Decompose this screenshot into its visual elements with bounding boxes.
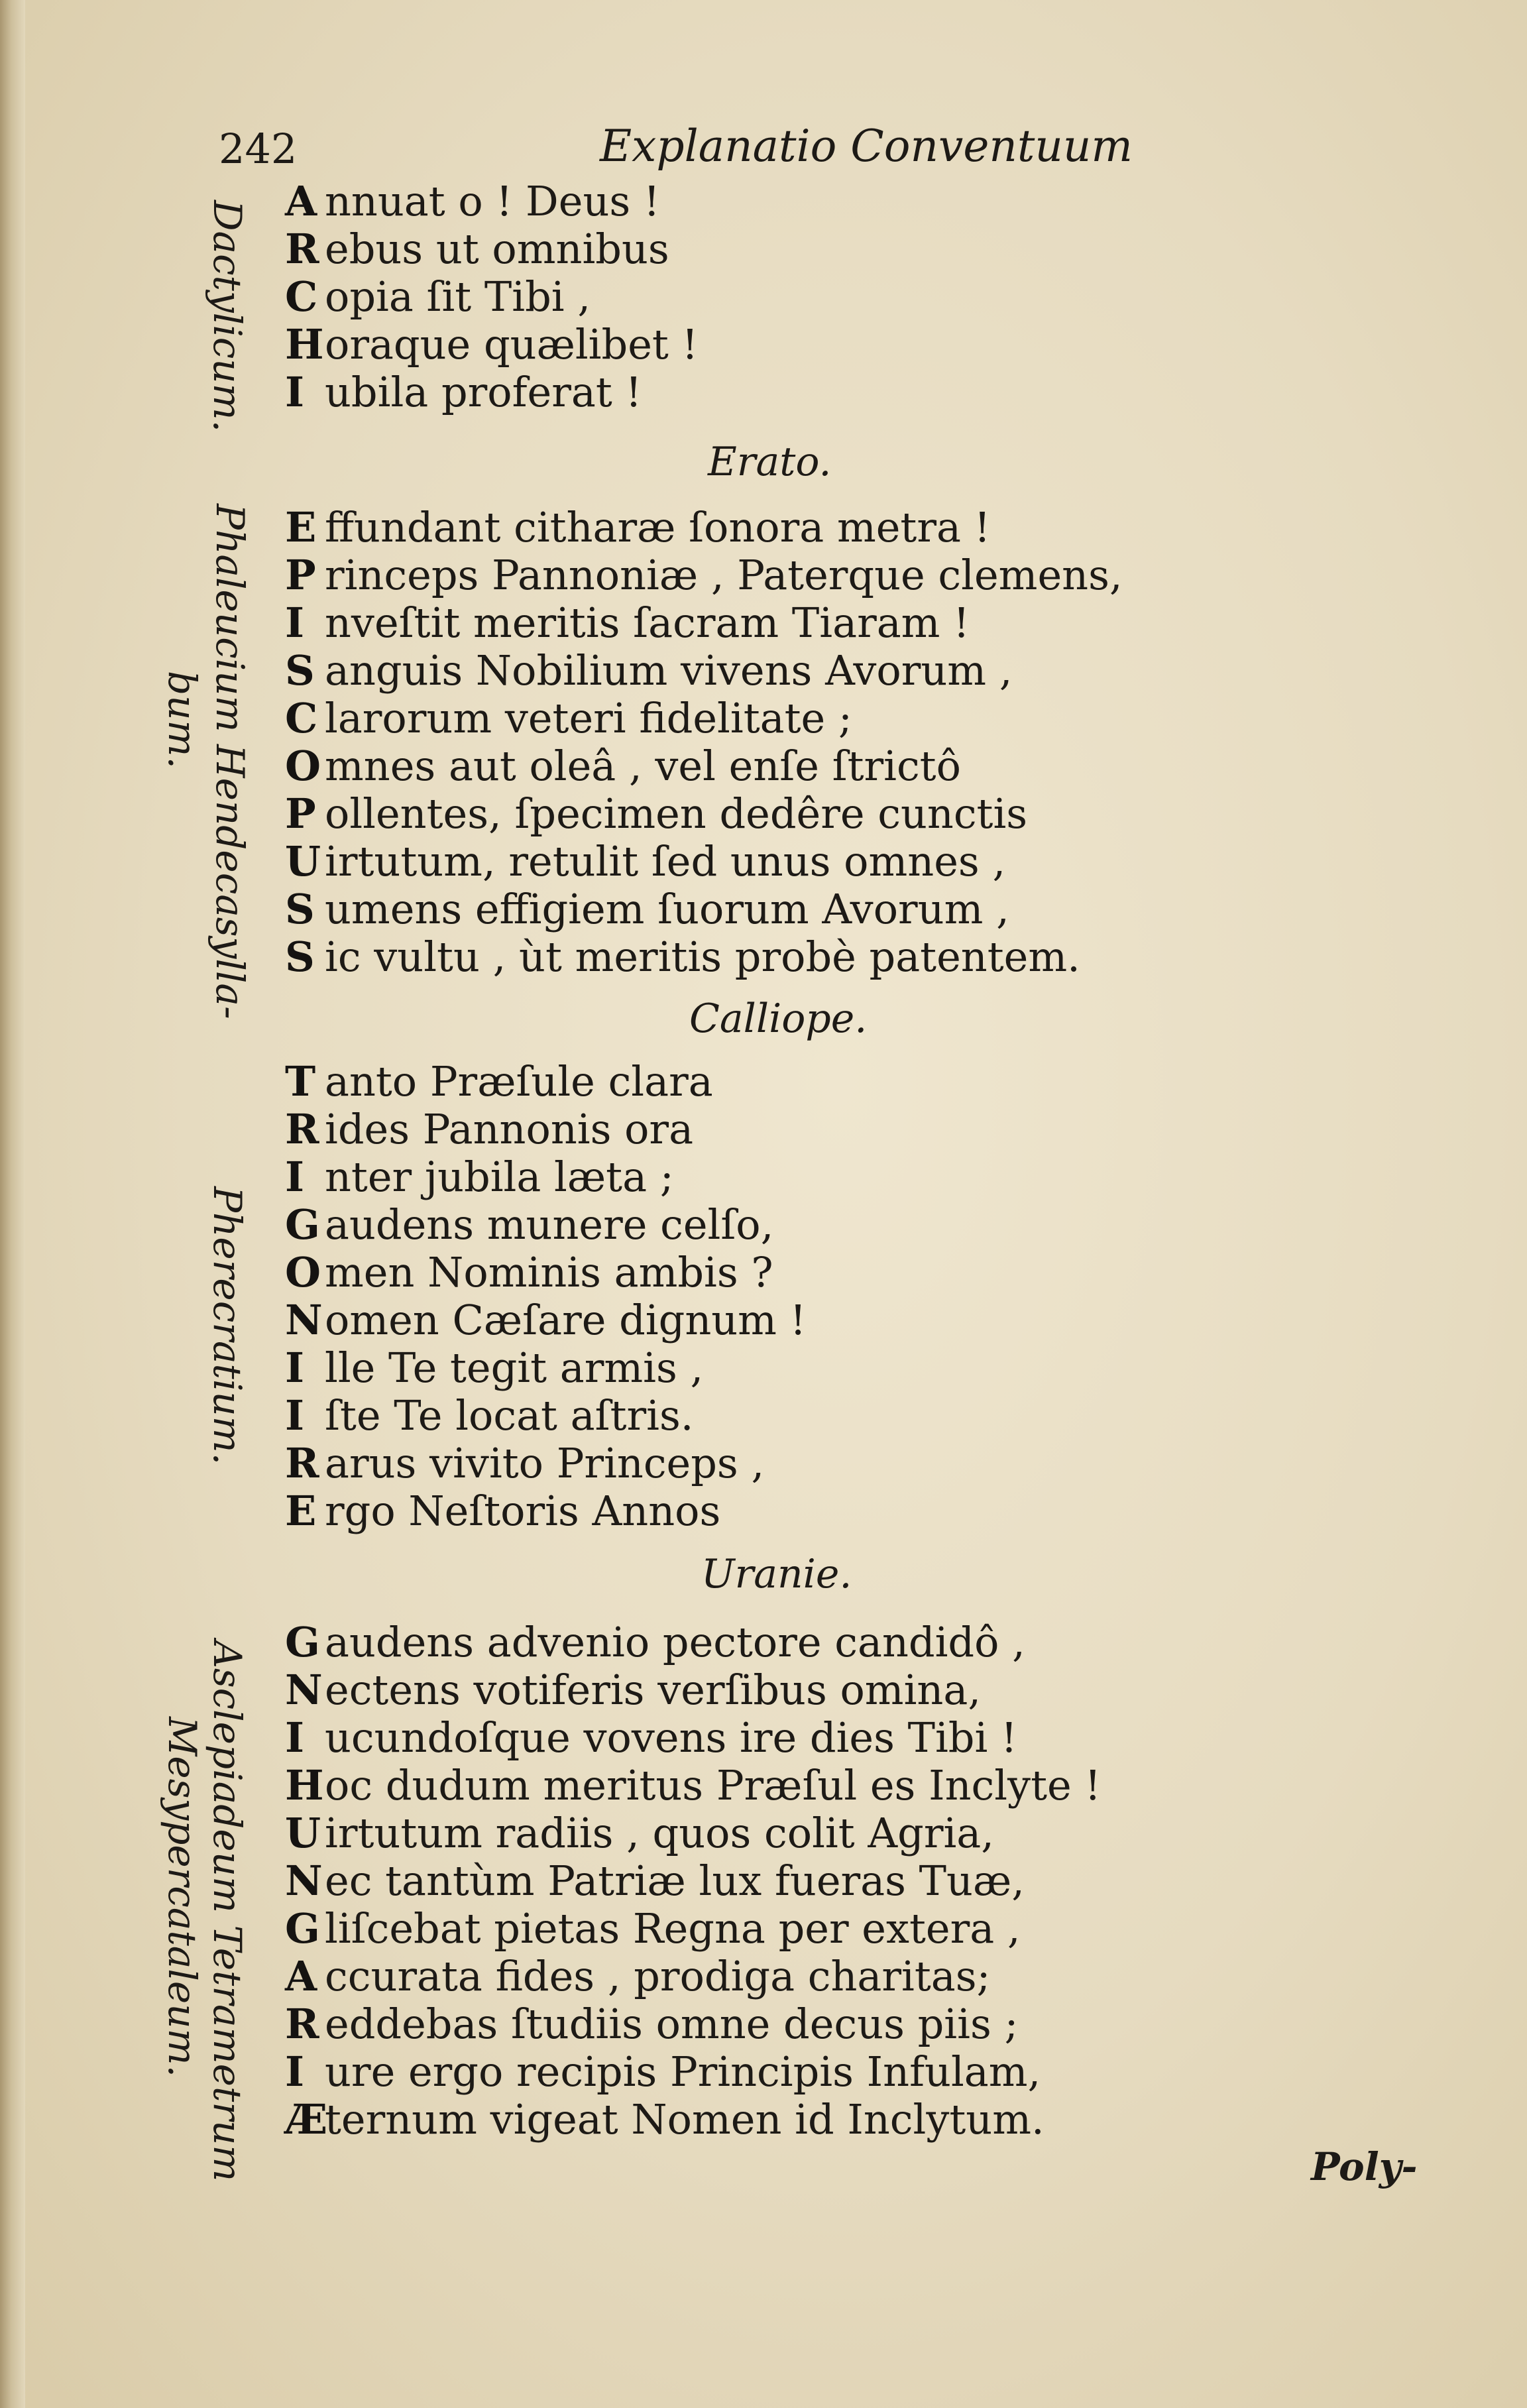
verse-text: umens effigiem ſuorum Avorum , [325, 885, 1009, 933]
acrostic-initial: E [285, 1487, 317, 1535]
acrostic-initial: N [285, 1857, 323, 1905]
acrostic-initial: I [285, 1713, 305, 1762]
side-label-asclepiadeum-line1: Asclepiadeum Tetrametrum [205, 1640, 250, 2182]
acrostic-initial: S [285, 885, 315, 933]
section-heading-uranie: Uranie. [701, 1551, 852, 1597]
verse-text: nnuat o ! Deus ! [325, 177, 660, 225]
verse-line [285, 695, 1123, 742]
verse-line [285, 1153, 807, 1201]
verse-text: opia ſit Tibi , [325, 272, 591, 321]
verse-text: nter jubila læta ; [325, 1153, 674, 1201]
verse-line [285, 1392, 807, 1440]
running-head: Explanatio Conventuum [600, 121, 1133, 172]
verse-line [285, 790, 1123, 838]
verse-line [285, 1953, 1101, 2000]
verse-line [285, 838, 1123, 886]
verse-text: omen Cæſare dignum ! [325, 1296, 807, 1344]
verse-text: ic vultu , ùt meritis probè patentem. [325, 933, 1080, 981]
verse-line [285, 647, 1123, 695]
verse-line [285, 1249, 807, 1296]
side-label-phalaecium-line2: bum. [160, 671, 205, 769]
acrostic-initial: Æ [285, 2095, 328, 2144]
acrostic-initial: G [285, 1200, 320, 1249]
acrostic-initial: G [285, 1618, 320, 1666]
verse-text: ectens votiferis verſibus omina, [325, 1666, 982, 1714]
verse-text: lle Te tegit armis , [325, 1344, 704, 1392]
acrostic-initial: E [285, 503, 317, 551]
acrostic-initial: H [285, 320, 324, 369]
verse-text: liſcebat pietas Regna per extera , [325, 1904, 1021, 1953]
verse-text: oraque quælibet ! [325, 320, 699, 369]
verse-text: arus vivito Princeps , [325, 1439, 765, 1487]
verse-text: audens munere celſo, [325, 1200, 774, 1249]
side-label-dactylicum: Dactylicum. [205, 200, 250, 433]
verse-text: ides Pannonis ora [325, 1105, 694, 1153]
verse-text: anguis Nobilium vivens Avorum , [325, 646, 1013, 695]
verse-line [285, 504, 1123, 551]
verse-text: larorum veteri fidelitate ; [325, 694, 852, 742]
verse-line [285, 1666, 1101, 1714]
verse-line [285, 1714, 1101, 1762]
verse-line [285, 599, 1123, 647]
verse-text: rgo Neſtoris Annos [325, 1487, 721, 1535]
acrostic-initial: I [285, 1391, 305, 1440]
acrostic-initial: N [285, 1666, 323, 1714]
acrostic-initial: C [285, 272, 318, 321]
acrostic-initial: I [285, 368, 305, 416]
verse-line [285, 1905, 1101, 1953]
verse-text: audens advenio pectore candidô , [325, 1618, 1025, 1666]
verse-line [285, 1296, 807, 1344]
verse-line [285, 273, 698, 321]
acrostic-initial: P [285, 789, 316, 838]
verse-line [285, 1058, 807, 1106]
verse-text: ucundoſque vovens ire dies Tibi ! [325, 1713, 1017, 1762]
verse-text: irtutum radiis , quos colit Agria, [325, 1809, 994, 1857]
verse-line [285, 2048, 1101, 2096]
acrostic-initial: A [285, 1952, 317, 2000]
catchword: Poly- [1311, 2144, 1418, 2189]
verse-section-erato [285, 504, 1123, 981]
verse-line [285, 1619, 1101, 1666]
verse-text: anto Præſule clara [325, 1057, 713, 1106]
verse-text: ollentes, ſpecimen dedêre cunctis [325, 789, 1028, 838]
verse-text: oc dudum meritus Præſul es Inclyte ! [325, 1761, 1102, 1809]
verse-text: rinceps Pannoniæ , Paterque clemens, [325, 551, 1123, 599]
book-spine-shadow [0, 0, 25, 2408]
acrostic-initial: G [285, 1904, 320, 1953]
side-label-pherecratium: Pherecratium. [205, 1186, 250, 1465]
acrostic-initial: I [285, 2047, 305, 2096]
verse-text: ubila proferat ! [325, 368, 642, 416]
section-heading-calliope: Calliope. [689, 996, 868, 1042]
verse-line [285, 551, 1123, 599]
verse-line [285, 1809, 1101, 1857]
acrostic-initial: R [285, 225, 319, 273]
verse-text: ſte Te locat aſtris. [325, 1391, 694, 1440]
acrostic-initial: R [285, 2000, 319, 2048]
verse-section-calliope [285, 1058, 807, 1535]
acrostic-initial: R [285, 1439, 319, 1487]
verse-line [285, 1487, 807, 1535]
acrostic-initial: I [285, 1344, 305, 1392]
acrostic-initial: O [285, 742, 321, 790]
acrostic-initial: P [285, 551, 316, 599]
verse-text: ebus ut omnibus [325, 225, 669, 273]
verse-line [285, 369, 698, 416]
acrostic-initial: R [285, 1105, 319, 1153]
acrostic-initial: S [285, 646, 315, 695]
acrostic-initial: O [285, 1248, 321, 1296]
acrostic-initial: I [285, 599, 305, 647]
acrostic-initial: N [285, 1296, 323, 1344]
acrostic-initial: C [285, 694, 318, 742]
verse-line [285, 742, 1123, 790]
verse-line [285, 933, 1123, 981]
verse-section-uranie [285, 1619, 1101, 2144]
verse-text: men Nominis ambis ? [325, 1248, 773, 1296]
verse-text: irtutum, retulit ſed unus omnes , [325, 837, 1006, 886]
verse-text: mnes aut oleâ , vel enſe ſtrictô [325, 742, 961, 790]
side-label-phalaecium-line1: Phaleucium Hendecasylla- [207, 504, 253, 1019]
acrostic-initial: I [285, 1153, 305, 1201]
verse-line [285, 1762, 1101, 1809]
verse-text: ec tantùm Patriæ lux fueras Tuæ, [325, 1857, 1025, 1905]
verse-text: ffundant citharæ ſonora metra ! [325, 503, 991, 551]
verse-line [285, 1201, 807, 1249]
verse-line [285, 1857, 1101, 1905]
verse-text: ure ergo recipis Principis Infulam, [325, 2047, 1041, 2096]
verse-line [285, 321, 698, 369]
acrostic-initial: U [285, 837, 321, 886]
verse-text: nveſtit meritis ſacram Tiaram ! [325, 599, 970, 647]
verse-line [285, 2000, 1101, 2048]
verse-text: ccurata fides , prodiga charitas; [325, 1952, 991, 2000]
acrostic-initial: T [285, 1057, 316, 1106]
acrostic-initial: U [285, 1809, 321, 1857]
verse-line [285, 886, 1123, 933]
verse-text: ternum vigeat Nomen id Inclytum. [325, 2095, 1045, 2144]
acrostic-initial: S [285, 933, 315, 981]
verse-line [285, 1344, 807, 1392]
verse-line [285, 1106, 807, 1153]
verse-text: eddebas ſtudiis omne decus piis ; [325, 2000, 1019, 2048]
verse-section-dactylicum [285, 178, 698, 416]
page-number: 242 [219, 125, 298, 173]
section-heading-erato: Erato. [708, 439, 832, 485]
verse-line [285, 225, 698, 273]
side-label-asclepiadeum-line2: Mesypercataleum. [160, 1717, 205, 2078]
verse-line [285, 1440, 807, 1487]
verse-line [285, 178, 698, 225]
verse-line [285, 2096, 1101, 2144]
acrostic-initial: H [285, 1761, 324, 1809]
acrostic-initial: A [285, 177, 317, 225]
